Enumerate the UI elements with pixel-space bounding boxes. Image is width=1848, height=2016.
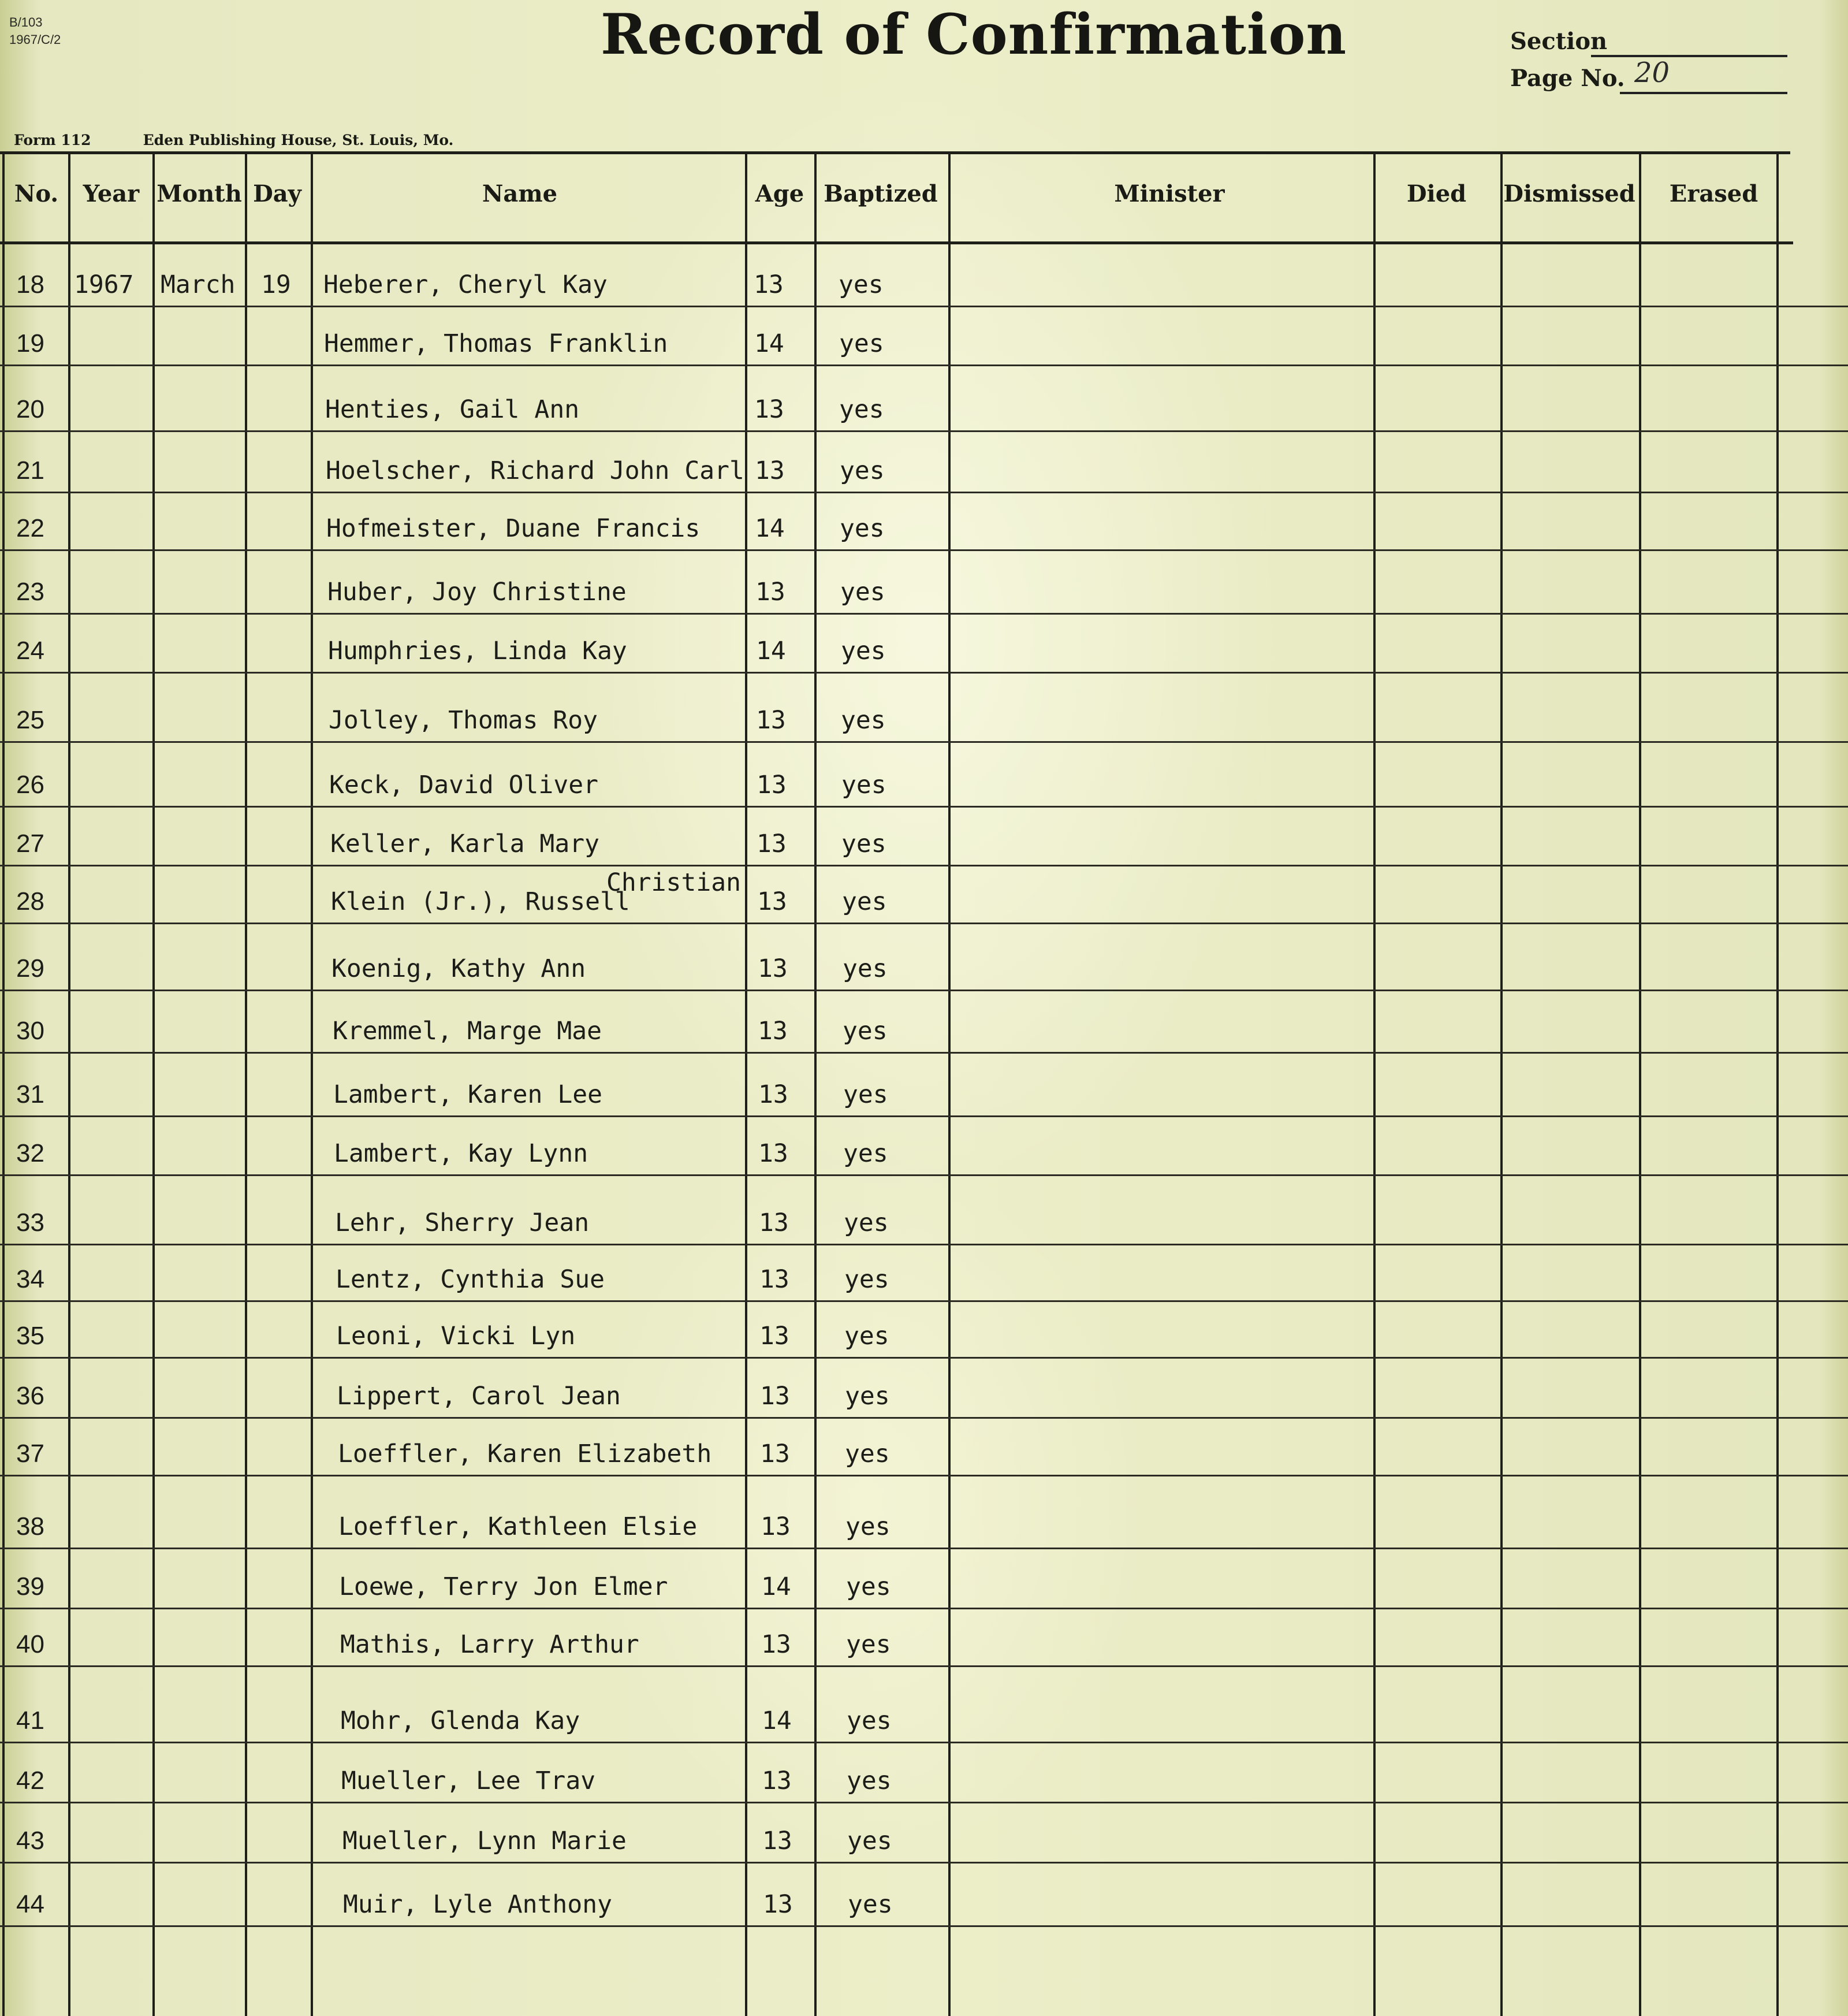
row-age: 13 xyxy=(754,395,784,424)
row-number: 35 xyxy=(16,1322,44,1350)
row-number: 38 xyxy=(16,1512,44,1541)
archive-ref-line-1: B/103 xyxy=(9,15,43,29)
row-age: 13 xyxy=(755,456,785,485)
section-label: Section xyxy=(1510,28,1608,55)
row-baptized: yes xyxy=(845,1512,891,1541)
section-field xyxy=(1510,28,1607,55)
row-age: 14 xyxy=(762,1706,792,1735)
row-name: Hemmer, Thomas Franklin xyxy=(324,329,668,358)
row-baptized: yes xyxy=(840,514,885,543)
row-number: 22 xyxy=(16,514,44,542)
col-header-erased: Erased xyxy=(1669,180,1758,207)
row-number: 40 xyxy=(16,1630,44,1658)
table-row xyxy=(0,1476,1848,1549)
row-number: 21 xyxy=(16,456,44,485)
table-row xyxy=(0,432,1848,493)
table-row xyxy=(0,866,1848,924)
row-number: 18 xyxy=(16,270,44,299)
row-age: 13 xyxy=(758,1080,788,1109)
row-name: Mueller, Lynn Marie xyxy=(342,1827,627,1855)
row-name: Lentz, Cynthia Sue xyxy=(336,1265,605,1294)
row-month: March xyxy=(161,270,236,299)
page-number-label: Page No. xyxy=(1510,65,1625,92)
row-baptized: yes xyxy=(841,771,886,799)
col-header-dismissed: Dismissed xyxy=(1503,180,1635,207)
row-age: 13 xyxy=(759,1322,789,1351)
row-day: 19 xyxy=(261,270,291,299)
row-age: 13 xyxy=(761,1630,791,1659)
row-baptized: yes xyxy=(839,329,884,358)
publisher-name: Eden Publishing House, St. Louis, Mo. xyxy=(143,132,454,148)
row-number: 26 xyxy=(16,771,44,799)
row-number: 19 xyxy=(16,329,44,358)
row-number: 28 xyxy=(16,887,44,916)
row-number: 42 xyxy=(16,1766,44,1795)
form-number: Form 112 xyxy=(14,132,91,148)
row-name: Hoelscher, Richard John Carl xyxy=(326,456,744,485)
table-row xyxy=(0,551,1848,615)
row-baptized: yes xyxy=(843,1080,888,1109)
section-underline xyxy=(1591,55,1787,57)
row-number: 25 xyxy=(16,706,44,734)
col-header-no: No. xyxy=(14,180,59,207)
row-baptized: yes xyxy=(845,1382,890,1411)
row-name: Huber, Joy Christine xyxy=(327,578,627,607)
row-name-note: Christian xyxy=(606,868,741,897)
table-row xyxy=(0,1245,1848,1302)
archive-ref-line-2: 1967/C/2 xyxy=(9,32,61,47)
row-baptized: yes xyxy=(847,1827,892,1855)
row-number: 20 xyxy=(16,395,44,423)
table-row xyxy=(0,248,1848,307)
page-number-field xyxy=(1510,57,1670,92)
row-baptized: yes xyxy=(839,270,884,299)
row-baptized: yes xyxy=(843,1017,888,1046)
table-row xyxy=(0,924,1848,991)
row-baptized: yes xyxy=(843,954,888,983)
row-name: Klein (Jr.), Russell xyxy=(331,887,630,916)
col-header-died: Died xyxy=(1406,180,1467,207)
row-number: 32 xyxy=(16,1139,44,1167)
table-row xyxy=(0,1117,1848,1176)
row-age: 13 xyxy=(755,578,785,607)
row-name: Loewe, Terry Jon Elmer xyxy=(339,1572,668,1601)
row-name: Kremmel, Marge Mae xyxy=(333,1017,602,1046)
table-row xyxy=(0,615,1848,674)
row-age: 13 xyxy=(758,1139,788,1168)
table-row xyxy=(0,1864,1848,1927)
row-baptized: yes xyxy=(841,830,886,858)
row-name: Jolley, Thomas Roy xyxy=(329,706,598,735)
row-baptized: yes xyxy=(840,578,885,607)
col-header-name: Name xyxy=(482,180,558,207)
row-age: 13 xyxy=(758,954,788,983)
row-age: 14 xyxy=(756,637,786,665)
page-number-underline xyxy=(1620,92,1787,94)
row-name: Henties, Gail Ann xyxy=(325,395,580,424)
row-name: Mueller, Lee Trav xyxy=(341,1766,596,1795)
row-number: 31 xyxy=(16,1080,44,1109)
row-number: 24 xyxy=(16,637,44,665)
row-baptized: yes xyxy=(846,1630,891,1659)
table-row xyxy=(0,674,1848,743)
row-name: Heberer, Cheryl Kay xyxy=(323,270,608,299)
row-number: 30 xyxy=(16,1017,44,1045)
table-row xyxy=(0,1667,1848,1743)
row-age: 13 xyxy=(761,1512,791,1541)
row-name: Lambert, Karen Lee xyxy=(333,1080,602,1109)
row-name: Humphries, Linda Kay xyxy=(328,637,627,665)
row-baptized: yes xyxy=(845,1440,890,1468)
row-baptized: yes xyxy=(840,456,885,485)
table-row xyxy=(0,1176,1848,1245)
row-baptized: yes xyxy=(844,1265,889,1294)
table-row xyxy=(0,1803,1848,1864)
row-number: 39 xyxy=(16,1572,44,1601)
row-age: 13 xyxy=(758,1017,788,1046)
row-age: 13 xyxy=(756,706,786,735)
table-row xyxy=(0,366,1848,432)
col-header-year: Year xyxy=(83,180,140,207)
row-age: 14 xyxy=(755,514,785,543)
row-name: Mohr, Glenda Kay xyxy=(341,1706,580,1735)
row-age: 13 xyxy=(762,1766,792,1795)
row-age: 13 xyxy=(760,1440,790,1468)
row-age: 13 xyxy=(754,270,784,299)
row-number: 36 xyxy=(16,1382,44,1410)
table-row xyxy=(0,808,1848,866)
row-number: 33 xyxy=(16,1208,44,1237)
row-number: 34 xyxy=(16,1265,44,1293)
row-number: 23 xyxy=(16,578,44,606)
table-row xyxy=(0,991,1848,1054)
row-baptized: yes xyxy=(842,887,887,916)
row-age: 13 xyxy=(757,771,787,799)
row-name: Keck, David Oliver xyxy=(329,771,598,799)
col-header-age: Age xyxy=(755,180,804,207)
row-name: Mathis, Larry Arthur xyxy=(340,1630,639,1659)
row-name: Hofmeister, Duane Francis xyxy=(326,514,701,543)
row-age: 13 xyxy=(757,830,787,858)
row-baptized: yes xyxy=(841,706,886,735)
table-row xyxy=(0,1359,1848,1419)
table-row xyxy=(0,307,1848,366)
row-age: 14 xyxy=(761,1572,791,1601)
row-baptized: yes xyxy=(847,1766,892,1795)
row-age: 13 xyxy=(759,1208,789,1237)
row-name: Leoni, Vicki Lyn xyxy=(336,1322,576,1351)
row-name: Loeffler, Kathleen Elsie xyxy=(338,1512,698,1541)
row-age: 13 xyxy=(760,1382,790,1411)
row-baptized: yes xyxy=(844,1208,889,1237)
row-baptized: yes xyxy=(841,637,886,665)
row-number: 43 xyxy=(16,1827,44,1855)
row-number: 27 xyxy=(16,830,44,858)
table-row xyxy=(0,743,1848,808)
page-number-value: 20 xyxy=(1634,57,1670,89)
table-row xyxy=(0,493,1848,551)
row-number: 41 xyxy=(16,1706,44,1735)
row-baptized: yes xyxy=(846,1572,891,1601)
archive-reference xyxy=(9,14,61,49)
row-name: Keller, Karla Mary xyxy=(330,830,599,858)
col-header-month: Month xyxy=(157,180,242,207)
table-row xyxy=(0,1549,1848,1609)
row-age: 13 xyxy=(757,887,787,916)
row-age: 14 xyxy=(754,329,784,358)
row-name: Lambert, Kay Lynn xyxy=(334,1139,588,1168)
row-name: Koenig, Kathy Ann xyxy=(331,954,586,983)
row-name: Lippert, Carol Jean xyxy=(337,1382,621,1411)
table-row xyxy=(0,1054,1848,1117)
row-baptized: yes xyxy=(847,1706,892,1735)
page-title: Record of Confirmation xyxy=(601,2,1347,67)
row-baptized: yes xyxy=(848,1890,893,1919)
row-age: 13 xyxy=(762,1827,792,1855)
row-number: 29 xyxy=(16,954,44,983)
row-number: 44 xyxy=(16,1890,44,1918)
col-header-minister: Minister xyxy=(1114,180,1225,207)
row-baptized: yes xyxy=(843,1139,888,1168)
row-age: 13 xyxy=(763,1890,793,1919)
row-baptized: yes xyxy=(844,1322,889,1351)
table-row xyxy=(0,1302,1848,1359)
table-row xyxy=(0,1743,1848,1803)
col-header-day: Day xyxy=(253,180,301,207)
row-baptized: yes xyxy=(839,395,884,424)
row-name: Lehr, Sherry Jean xyxy=(335,1208,590,1237)
table-row xyxy=(0,1419,1848,1476)
col-header-baptized: Baptized xyxy=(824,180,938,207)
row-year: 1967 xyxy=(74,270,134,299)
row-name: Muir, Lyle Anthony xyxy=(343,1890,612,1919)
row-age: 13 xyxy=(759,1265,789,1294)
row-name: Loeffler, Karen Elizabeth xyxy=(338,1440,712,1468)
row-number: 37 xyxy=(16,1440,44,1468)
table-row xyxy=(0,1609,1848,1667)
